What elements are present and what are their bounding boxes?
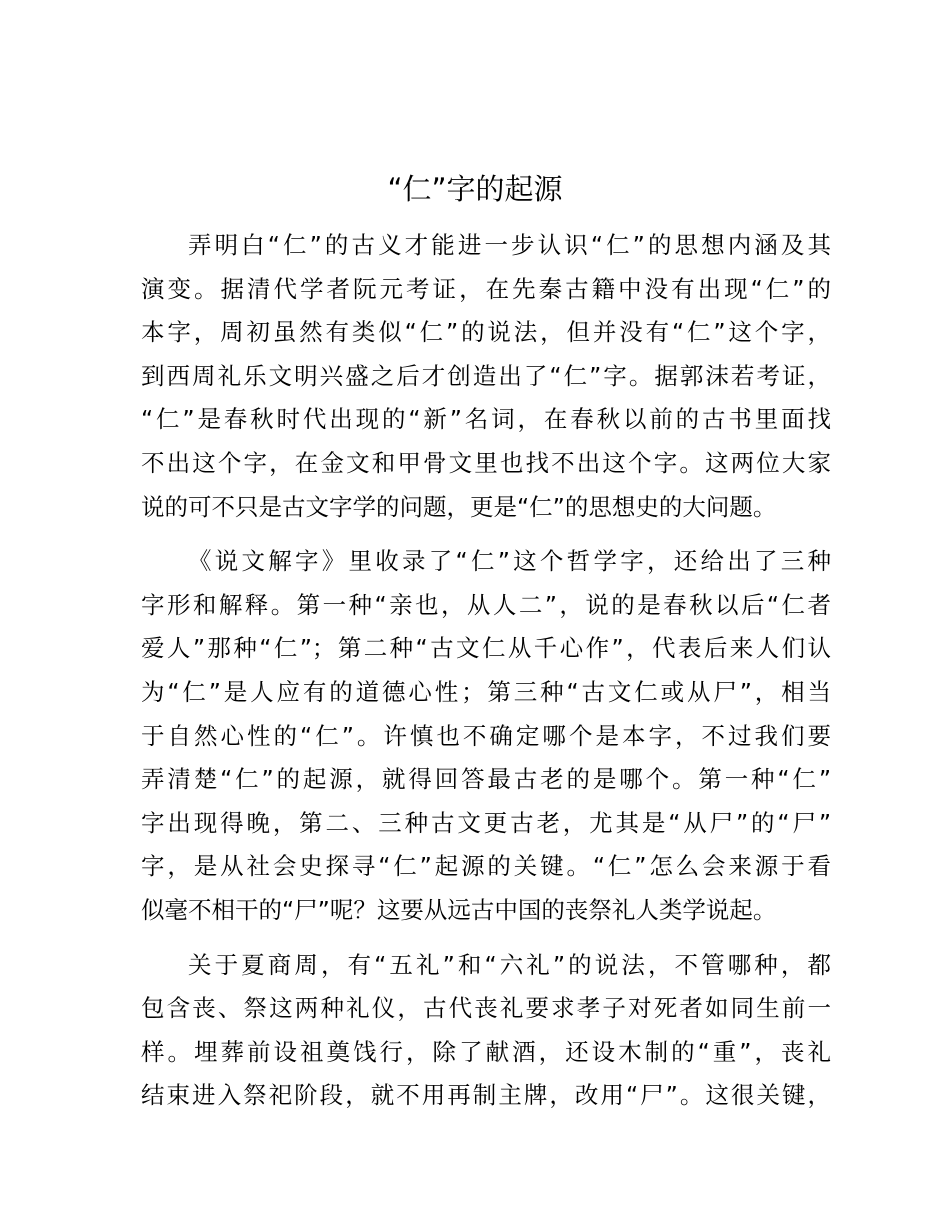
text-line: 样。埋葬前设祖奠饯行，除了献酒，还设木制的“重”，丧礼 (141, 1037, 831, 1066)
text-line: 于自然心性的“仁”。许慎也不确定哪个是本字，不过我们要 (141, 721, 831, 750)
article-body (141, 224, 831, 1129)
text-line: 为“仁”是人应有的道德心性；第三种“古文仁或从尸”，相当 (141, 677, 831, 706)
paragraph-1 (141, 224, 831, 529)
text-line: 关于夏商周，有“五礼”和“六礼”的说法，不管哪种，都 (188, 950, 831, 979)
text-line: 似毫不相干的“尸”呢？这要从远古中国的丧祭礼人类学说起。 (141, 895, 777, 924)
text-line: 《说文解字》里收录了“仁”这个哲学字，还给出了三种 (188, 547, 831, 576)
paragraph-2 (141, 540, 831, 932)
text-line: 演变。据清代学者阮元考证，在先秦古籍中没有出现“仁”的 (141, 274, 831, 303)
text-line: 本字，周初虽然有类似“仁”的说法，但并没有“仁”这个字， (141, 318, 831, 347)
paragraph-3 (141, 944, 831, 1118)
text-line: 弄明白“仁”的古义才能进一步认识“仁”的思想内涵及其 (188, 231, 831, 259)
text-line: 字形和解释。第一种“亲也，从人二”，说的是春秋以后“仁者 (141, 590, 831, 619)
text-line: 弄清楚“仁”的起源，就得回答最古老的是哪个。第一种“仁” (141, 765, 831, 794)
text-line: 结束进入祭祀阶段，就不用再制主牌，改用“尸”。这很关键， (141, 1081, 831, 1110)
text-line: “仁”是春秋时代出现的“新”名词，在春秋以前的古书里面找 (141, 405, 831, 434)
text-line: 字出现得晚，第二、三种古文更古老，尤其是“从尸”的“尸” (141, 808, 831, 837)
text-line: 说的可不只是古文字学的问题，更是“仁”的思想史的大问题。 (141, 492, 777, 521)
page-title: “仁”字的起源 (387, 172, 563, 206)
text-line: 到西周礼乐文明兴盛之后才创造出了“仁”字。据郭沫若考证， (141, 361, 831, 390)
text-line: 爱人”那种“仁”；第二种“古文仁从千心作”，代表后来人们认 (141, 634, 831, 663)
text-line: 不出这个字，在金文和甲骨文里也找不出这个字。这两位大家 (141, 448, 831, 477)
text-line: 字，是从社会史探寻“仁”起源的关键。“仁”怎么会来源于看 (141, 852, 831, 881)
text-line: 包含丧、祭这两种礼仪，古代丧礼要求孝子对死者如同生前一 (141, 994, 831, 1023)
